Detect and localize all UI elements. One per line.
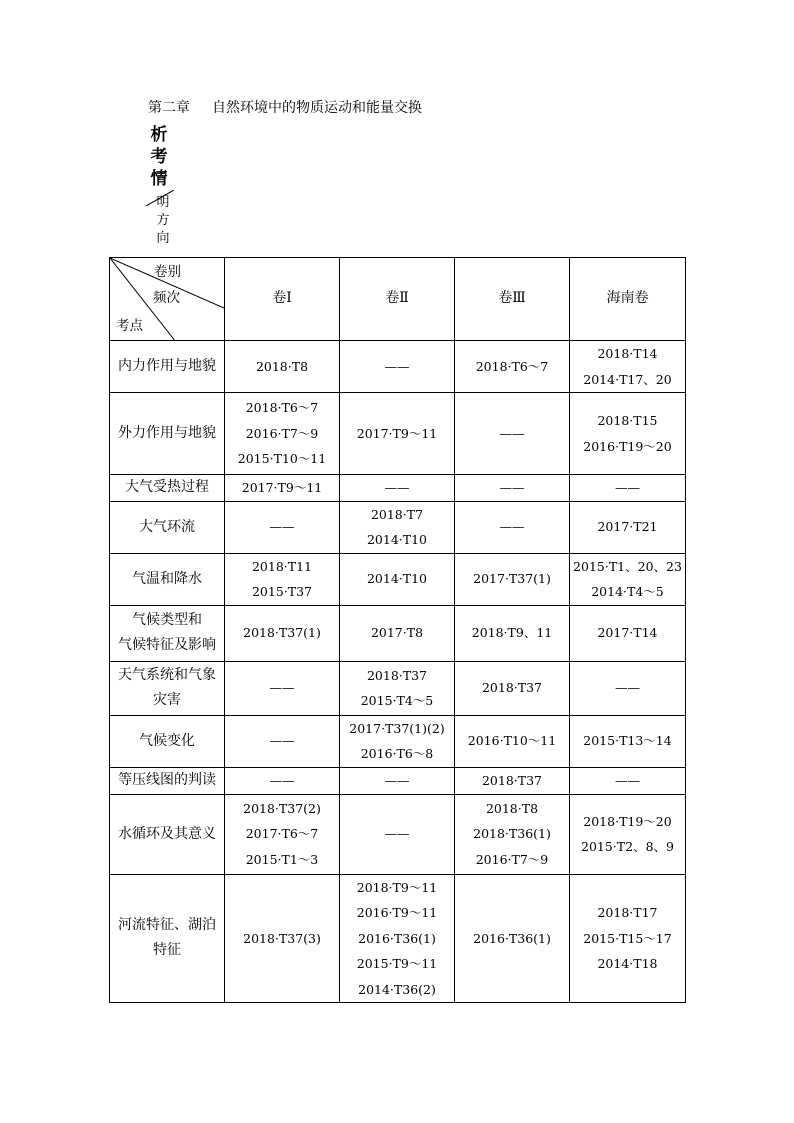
question-cell — [340, 605, 455, 661]
question-cell — [570, 393, 686, 475]
question-ref: 2014·T18 — [597, 956, 658, 971]
topic-cell — [110, 794, 225, 874]
side-label-light — [153, 194, 173, 248]
question-ref: 2018·T15 — [597, 413, 658, 428]
question-cell — [570, 874, 686, 1003]
question-ref: 2016·T9～11 — [356, 905, 438, 920]
question-cell — [340, 341, 455, 393]
question-ref: 2017·T37(1) — [473, 571, 551, 587]
question-ref: 2018·T11 — [251, 558, 313, 574]
question-ref: 2015·T2、8、9 — [581, 839, 674, 854]
question-cell — [570, 661, 686, 715]
side-label-bold — [148, 124, 170, 190]
question-ref: 2016·T10～11 — [467, 733, 557, 749]
question-ref: —— — [269, 733, 295, 749]
topic-line: 水循环及其意义 — [118, 825, 216, 842]
topic-line: 气候类型和 — [132, 612, 202, 628]
question-ref: 2014·T4～5 — [591, 584, 664, 599]
question-cell — [225, 501, 340, 553]
question-cell — [340, 553, 455, 605]
question-cell — [225, 767, 340, 794]
question-cell — [570, 501, 686, 553]
topic-line: 大气环流 — [139, 518, 195, 535]
question-cell — [570, 553, 686, 605]
question-cell — [570, 475, 686, 502]
question-ref: 2018·T6～7 — [475, 358, 549, 374]
topic-cell — [110, 475, 225, 502]
side-char: 析 — [150, 125, 168, 145]
topic-line: 大气受热过程 — [125, 479, 209, 496]
question-cell — [455, 767, 570, 794]
question-ref: 2015·T4～5 — [360, 693, 434, 708]
question-ref: 2015·T1～3 — [245, 851, 319, 867]
question-ref: 2018·T37(3) — [243, 930, 321, 946]
topic-line: 气候变化 — [139, 732, 195, 749]
question-cell — [340, 475, 455, 502]
table-row — [110, 767, 686, 794]
question-cell — [225, 661, 340, 715]
question-ref: 2016·T6～8 — [360, 746, 434, 761]
question-ref: —— — [499, 480, 525, 495]
table-row — [110, 715, 686, 767]
question-ref: —— — [384, 480, 410, 495]
topic-cell — [110, 393, 225, 475]
question-ref: 2017·T14 — [597, 625, 658, 641]
question-ref: —— — [615, 772, 640, 788]
question-cell — [340, 794, 455, 874]
chapter-number: 第二章 — [148, 100, 190, 116]
topic-line: 外力作用与地貌 — [118, 425, 216, 441]
topic-line: 气温和降水 — [132, 570, 202, 587]
question-ref: 2018·T14 — [597, 346, 658, 361]
table-row — [110, 341, 686, 393]
question-ref: 2018·T19～20 — [583, 813, 672, 829]
topic-cell — [110, 767, 225, 794]
page-header — [148, 97, 422, 117]
column-header: 卷Ⅰ — [225, 258, 340, 341]
question-ref: 2016·T36(1) — [473, 930, 551, 946]
question-ref: 2018·T9～11 — [356, 879, 438, 895]
side-char: 向 — [156, 231, 170, 246]
side-char: 考 — [150, 147, 168, 167]
question-cell — [570, 605, 686, 661]
table-row — [110, 553, 686, 605]
question-cell — [455, 715, 570, 767]
topic-cell — [110, 341, 225, 393]
question-ref: —— — [615, 480, 640, 495]
question-ref: 2018·T7 — [370, 506, 424, 522]
question-ref: —— — [384, 358, 410, 374]
question-ref: 2017·T6～7 — [245, 826, 319, 842]
question-cell — [570, 341, 686, 393]
side-char: 明 — [156, 195, 170, 210]
question-cell — [455, 393, 570, 475]
topic-line: 气候特征及影响 — [118, 637, 216, 653]
question-cell — [340, 715, 455, 767]
question-ref: 2018·T37(2) — [243, 800, 321, 816]
question-ref: —— — [499, 425, 525, 441]
question-cell — [570, 767, 686, 794]
topic-cell — [110, 553, 225, 605]
question-cell — [225, 794, 340, 874]
question-cell — [570, 794, 686, 874]
question-ref: 2017·T37(1)(2) — [349, 720, 445, 736]
question-ref: 2016·T7～9 — [475, 851, 549, 867]
question-ref: 2018·T37 — [481, 680, 543, 696]
corner-label-middle: 频次 — [153, 290, 180, 306]
question-ref: 2014·T10 — [366, 532, 428, 547]
question-ref: —— — [384, 772, 410, 788]
question-cell — [455, 794, 570, 874]
table-row — [110, 605, 686, 661]
question-ref: 2018·T37 — [481, 772, 543, 788]
question-cell — [340, 393, 455, 475]
question-ref: —— — [269, 772, 295, 788]
question-ref: 2018·T9、11 — [471, 625, 553, 641]
question-ref: —— — [269, 519, 295, 535]
topic-line: 内力作用与地貌 — [118, 358, 216, 374]
question-cell — [455, 475, 570, 502]
question-ref: —— — [384, 826, 410, 842]
topic-line: 天气系统和气象 — [118, 667, 216, 683]
question-ref: —— — [499, 519, 525, 535]
question-cell — [455, 341, 570, 393]
question-ref: 2015·T15～17 — [583, 930, 672, 946]
topic-cell — [110, 874, 225, 1003]
question-ref: 2018·T6～7 — [245, 400, 319, 416]
question-ref: 2016·T36(1) — [358, 930, 436, 946]
question-ref: 2018·T8 — [485, 800, 539, 816]
question-ref: 2014·T36(2) — [358, 981, 436, 997]
question-cell — [225, 605, 340, 661]
question-cell — [225, 475, 340, 502]
topic-cell — [110, 501, 225, 553]
table-row — [110, 475, 686, 502]
corner-label-bottom: 考点 — [116, 318, 143, 334]
table-row — [110, 661, 686, 715]
question-ref: 2016·T19～20 — [583, 438, 672, 454]
question-ref: 2015·T13～14 — [583, 733, 672, 749]
table-row — [110, 501, 686, 553]
side-char: 方 — [156, 213, 170, 228]
question-ref: 2018·T17 — [597, 905, 658, 920]
chapter-title: 自然环境中的物质运动和能量交换 — [212, 100, 422, 116]
question-ref: 2014·T17、20 — [583, 371, 672, 387]
question-cell — [570, 715, 686, 767]
question-ref: 2015·T1、20、23 — [573, 558, 682, 574]
question-ref: 2016·T7～9 — [245, 425, 319, 441]
question-cell — [455, 501, 570, 553]
question-ref: 2018·T36(1) — [473, 826, 551, 842]
question-cell — [455, 553, 570, 605]
question-ref: 2017·T9～11 — [241, 480, 323, 495]
question-cell — [225, 715, 340, 767]
question-cell — [455, 661, 570, 715]
question-cell — [225, 874, 340, 1003]
topic-line: 河流特征、湖泊 — [118, 917, 216, 934]
column-header: 卷Ⅱ — [340, 258, 455, 341]
question-cell — [455, 605, 570, 661]
question-ref: 2015·T37 — [251, 584, 313, 599]
question-cell — [225, 553, 340, 605]
exam-frequency-table — [109, 257, 686, 1003]
table-row — [110, 794, 686, 874]
topic-line: 灾害 — [153, 692, 181, 708]
corner-cell — [110, 258, 225, 341]
topic-cell — [110, 661, 225, 715]
side-char: 情 — [150, 169, 168, 189]
table-row — [110, 874, 686, 1003]
table-header-row — [110, 258, 686, 341]
question-ref: 2017·T8 — [370, 625, 424, 641]
corner-label-top: 卷别 — [154, 264, 181, 280]
question-ref: 2015·T9～11 — [356, 956, 438, 971]
question-ref: 2015·T10～11 — [237, 451, 327, 467]
question-cell — [340, 767, 455, 794]
question-cell — [225, 393, 340, 475]
question-ref: 2018·T37 — [366, 667, 428, 683]
table-row — [110, 393, 686, 475]
question-ref: 2017·T9～11 — [356, 425, 438, 441]
question-ref: 2018·T37(1) — [243, 625, 321, 641]
topic-cell — [110, 605, 225, 661]
question-ref: 2018·T8 — [255, 358, 309, 374]
question-ref: 2017·T21 — [597, 519, 658, 535]
question-cell — [225, 341, 340, 393]
question-cell — [340, 501, 455, 553]
question-ref: 2014·T10 — [366, 571, 428, 587]
topic-line: 等压线图的判读 — [118, 772, 216, 788]
column-header: 海南卷 — [570, 258, 686, 341]
question-ref: —— — [269, 680, 295, 696]
question-cell — [340, 874, 455, 1003]
topic-line: 特征 — [153, 942, 181, 959]
column-header: 卷Ⅲ — [455, 258, 570, 341]
question-cell — [455, 874, 570, 1003]
question-ref: —— — [615, 680, 640, 696]
topic-cell — [110, 715, 225, 767]
question-cell — [340, 661, 455, 715]
